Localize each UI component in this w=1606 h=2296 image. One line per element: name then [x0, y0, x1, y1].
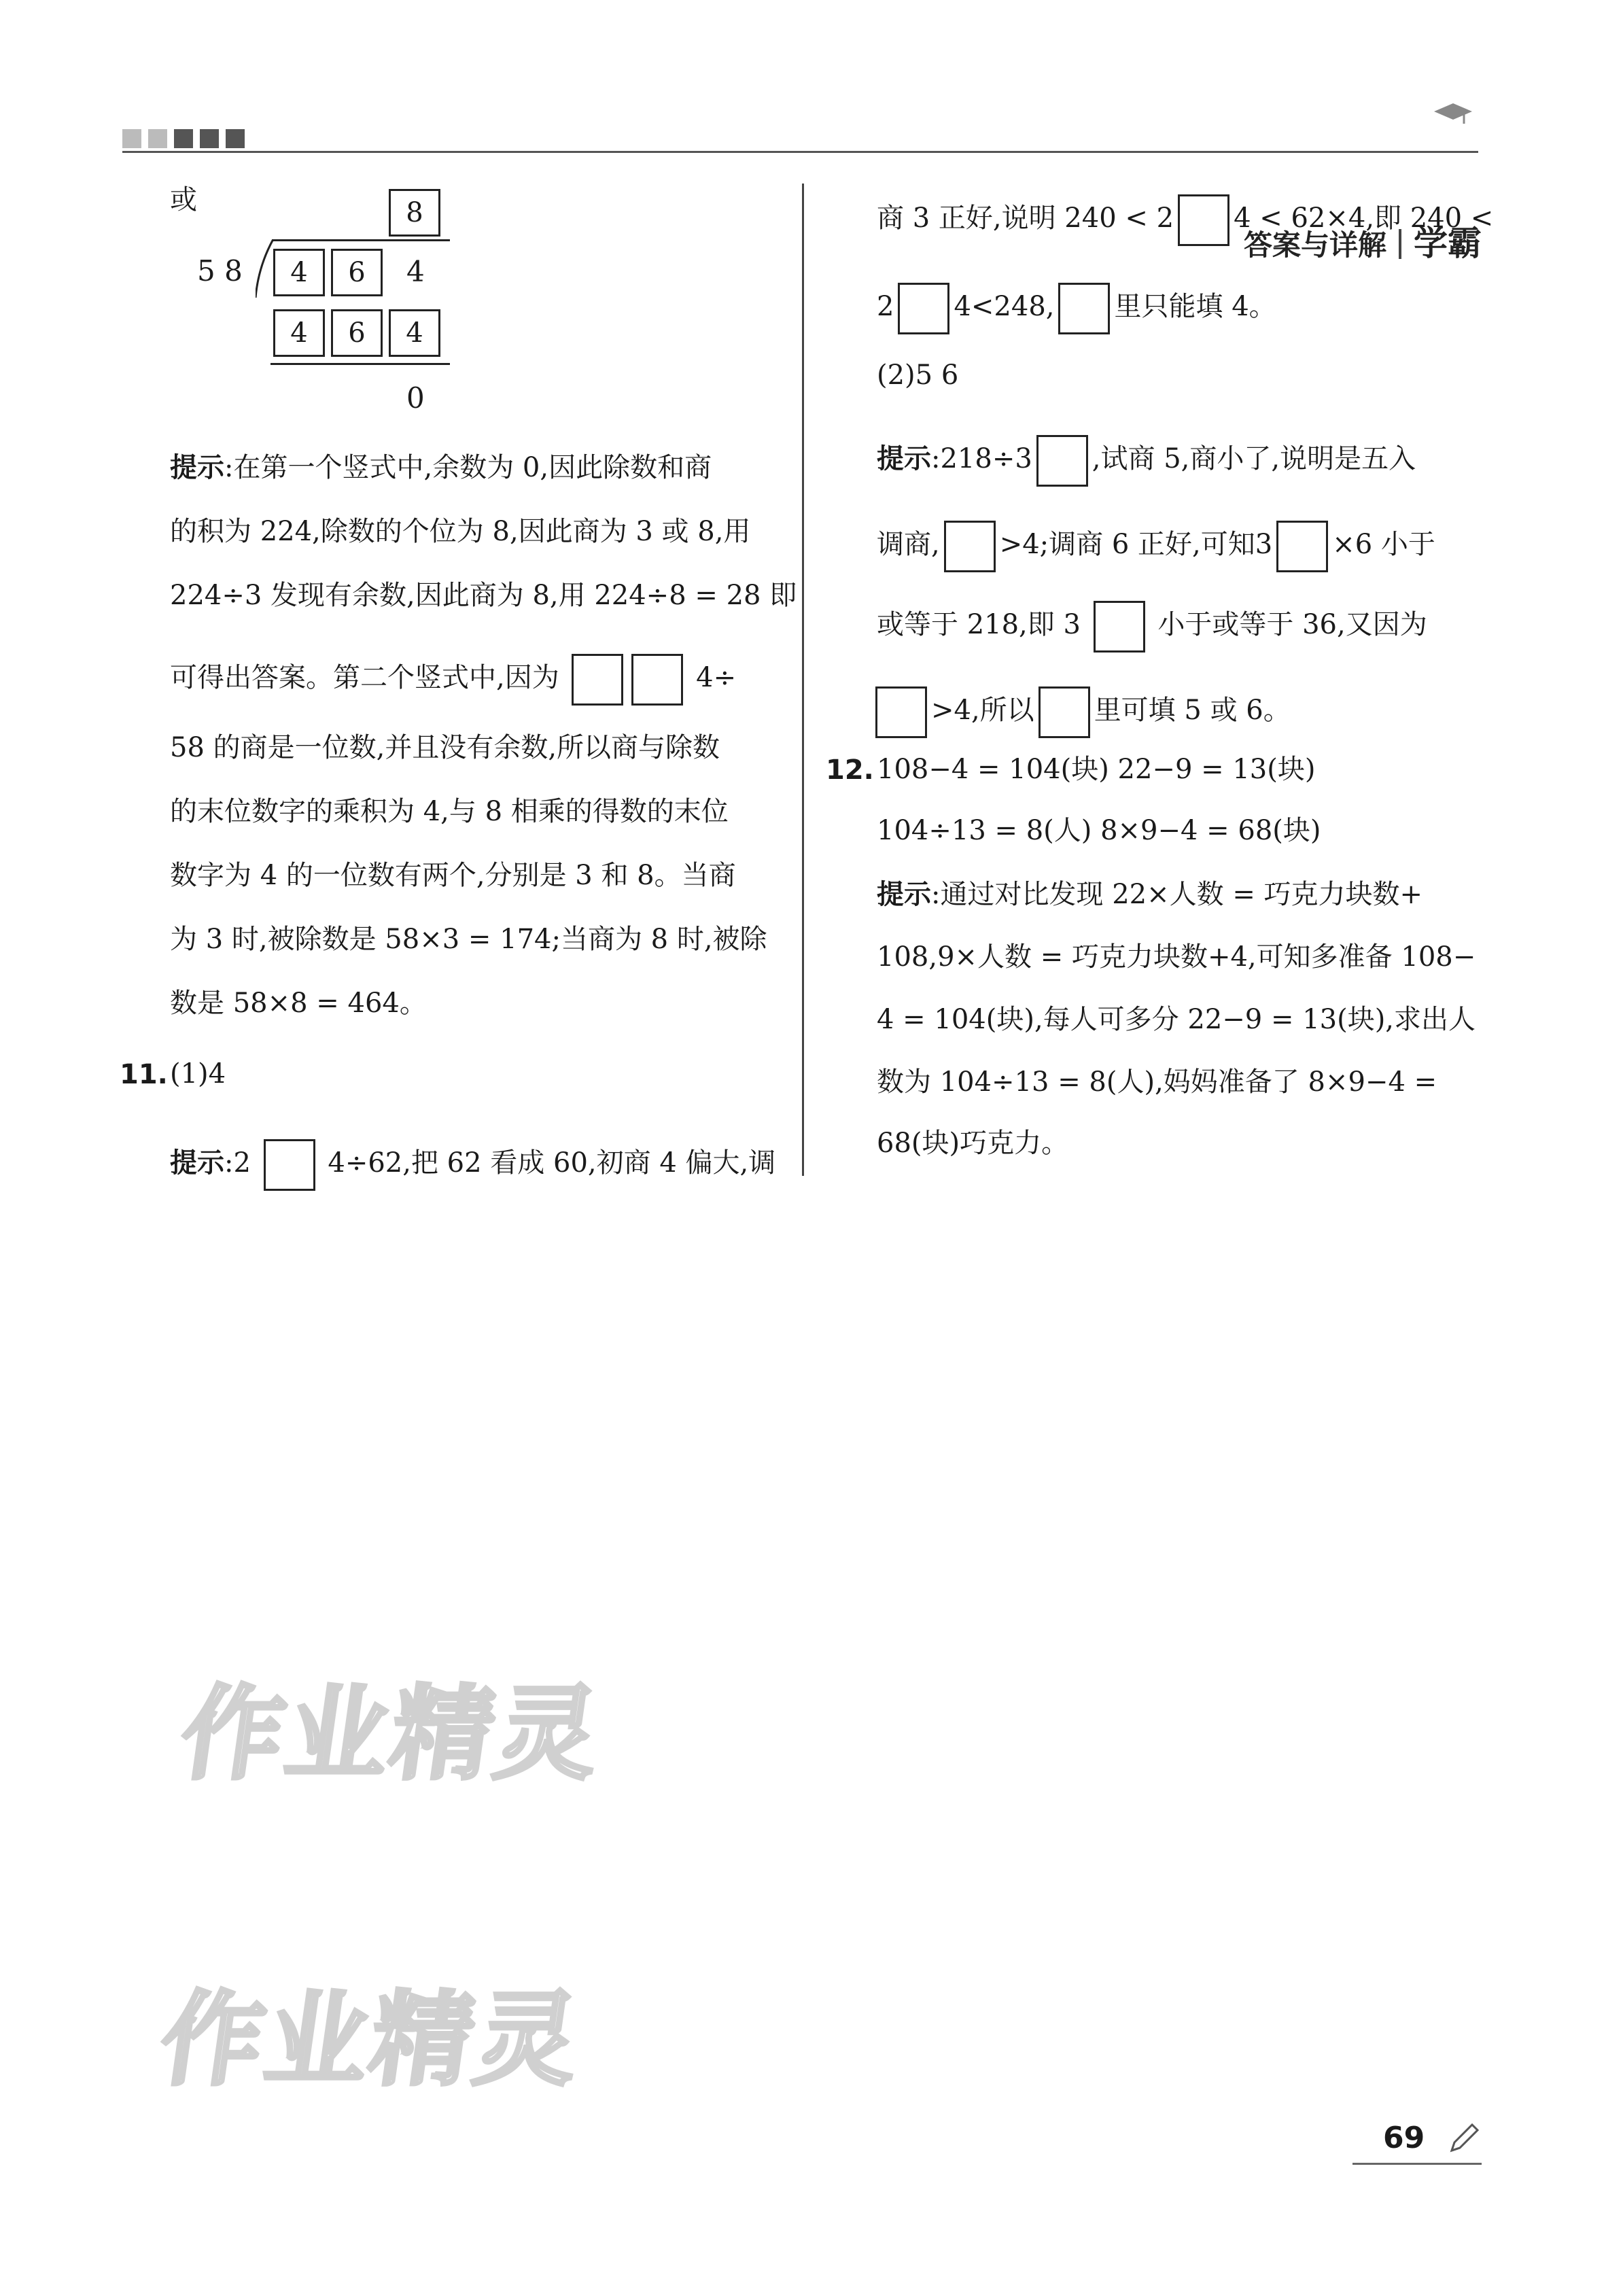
hint-label: 提示 [877, 443, 931, 474]
product-rule [270, 363, 450, 365]
hint-label: 提示 [170, 1147, 224, 1179]
right-line-7 [871, 686, 1291, 738]
watermark: 作业精灵 [153, 1981, 589, 2100]
product-box-3: 4 [389, 309, 440, 357]
hint10-line-9: 数是 58×8 = 464。 [170, 988, 427, 1019]
blank-box [875, 686, 927, 738]
right-text-5b: >4;调商 6 正好,可知3 [999, 529, 1273, 560]
right-text-2a: 2 [877, 291, 894, 322]
page-number: 69 [1383, 2121, 1425, 2155]
header-square [200, 129, 219, 148]
q12-hint-5: 68(块)巧克力。 [877, 1128, 1069, 1159]
right-text-1b: 4 < 62×4,即 240 < [1234, 203, 1494, 234]
hint11-b: 4÷62,把 62 看成 60,初商 4 偏大,调 [328, 1147, 776, 1179]
footer-rule [1352, 2163, 1482, 2165]
right-line-6 [877, 601, 1427, 653]
q12-line-2: 104÷13 = 8(人) 8×9−4 = 68(块) [877, 815, 1321, 846]
dividend-box-1: 4 [273, 249, 325, 296]
hint10-line-5: 58 的商是一位数,并且没有余数,所以商与除数 [170, 732, 720, 763]
blank-box [631, 654, 683, 706]
right-text-7a: >4,所以 [931, 695, 1034, 726]
right-text-4b: ,试商 5,商小了,说明是五入 [1092, 443, 1416, 474]
question-12-number: 12. [826, 754, 874, 786]
hint10-text-4: 可得出答案。第二个竖式中,因为 [170, 662, 559, 693]
blank-box [898, 283, 949, 334]
product-box-1: 4 [273, 309, 325, 357]
blank-box [1276, 521, 1328, 572]
graduation-cap-icon [1433, 101, 1473, 128]
q12-hint-text-1: :通过对比发现 22×人数 = 巧克力块数+ [931, 879, 1423, 910]
blank-box [572, 654, 623, 706]
blank-box [1178, 194, 1229, 246]
header-rule [122, 151, 1478, 153]
right-text-7b: 里可填 5 或 6。 [1094, 695, 1291, 726]
header-square [174, 129, 193, 148]
watermark: 作业精灵 [173, 1675, 610, 1794]
or-label: 或 [170, 184, 197, 215]
header-squares [122, 129, 251, 151]
blank-box [1036, 435, 1088, 487]
pencil-icon [1446, 2121, 1482, 2156]
header-square [148, 129, 167, 148]
q12-line-1: 108−4 = 104(块) 22−9 = 13(块) [877, 754, 1316, 785]
hint10-text-1: :在第一个竖式中,余数为 0,因此除数和商 [224, 452, 712, 483]
hint10-text-4b: 4÷ [696, 662, 737, 693]
right-text-5c: ×6 小于 [1332, 529, 1435, 560]
blank-box [264, 1139, 315, 1191]
remainder: 0 [406, 381, 425, 415]
question-11-number: 11. [120, 1059, 168, 1090]
right-text-2b: 4<248, [954, 291, 1055, 322]
right-text-1a: 商 3 正好,说明 240 < 2 [877, 203, 1174, 234]
header-brand: 学霸 [1414, 224, 1482, 263]
divisor: 5 8 [197, 254, 243, 288]
hint10-line-7: 数字为 4 的一位数有两个,分别是 3 和 8。当商 [170, 860, 736, 891]
hint10-line-6: 的末位数字的乘积为 4,与 8 相乘的得数的末位 [170, 796, 729, 827]
quotient-box: 8 [389, 189, 440, 237]
hint10-line-1 [170, 451, 712, 484]
header-square [226, 129, 245, 148]
right-text-2c: 里只能填 4。 [1114, 291, 1276, 322]
dividend-box-2: 6 [331, 249, 383, 296]
hint-label: 提示 [877, 879, 931, 910]
right-line-3: (2)5 6 [877, 360, 959, 391]
q12-hint-4: 数为 104÷13 = 8(人),妈妈准备了 8×9−4 = [877, 1066, 1437, 1098]
right-text-6b: 小于或等于 36,又因为 [1157, 609, 1427, 640]
hint10-line-4 [170, 654, 736, 706]
product-box-2: 6 [331, 309, 383, 357]
right-line-5 [877, 521, 1435, 572]
hint10-line-8: 为 3 时,被除数是 58×3 = 174;当商为 8 时,被除 [170, 924, 767, 955]
hint-label: 提示 [170, 452, 224, 483]
right-line-2 [877, 283, 1276, 334]
hint10-line-3: 224÷3 发现有余数,因此商为 8,用 224÷8 = 28 即 [170, 580, 797, 611]
blank-box [1038, 686, 1090, 738]
column-divider [802, 184, 804, 1176]
q12-hint-3: 4 = 104(块),每人可多分 22−9 = 13(块),求出人 [877, 1004, 1476, 1035]
blank-box [1094, 601, 1145, 653]
right-text-4a: :218÷3 [931, 443, 1032, 474]
hint11-line [170, 1139, 775, 1191]
right-text-6a: 或等于 218,即 3 [877, 609, 1081, 640]
hint11-a: :2 [224, 1147, 251, 1179]
division-bar [272, 239, 450, 241]
dividend-tail: 4 [406, 255, 425, 288]
blank-box [944, 521, 996, 572]
question-11-answer: (1)4 [170, 1058, 226, 1090]
right-line-4 [877, 435, 1416, 487]
blank-box [1058, 283, 1110, 334]
q12-hint-1 [877, 878, 1422, 911]
header-title: 答案与详解 [1243, 228, 1386, 262]
right-text-5a: 调商, [877, 529, 940, 560]
q12-hint-2: 108,9×人数 = 巧克力块数+4,可知多准备 108− [877, 941, 1476, 973]
header-square [122, 129, 141, 148]
right-line-1 [877, 194, 1493, 246]
hint10-line-2: 的积为 224,除数的个位为 8,因此商为 3 或 8,用 [170, 516, 751, 547]
